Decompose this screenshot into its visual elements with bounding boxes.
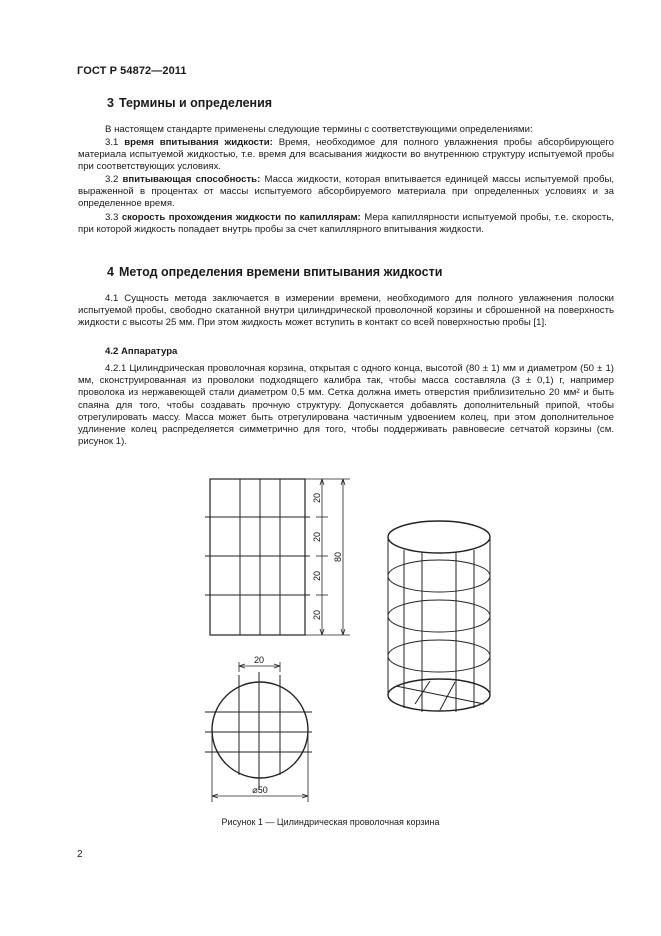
dim-label-segment-4: 20 xyxy=(312,609,322,621)
front-view-outline xyxy=(210,479,305,635)
term-3-3-name: скорость прохождения жидкости по капиллярам: xyxy=(121,212,361,223)
term-3-1-number: 3.1 xyxy=(105,137,119,148)
top-view-grid xyxy=(205,672,312,790)
term-3-3-number: 3.3 xyxy=(105,212,119,223)
dim-label-diameter: ⌀50 xyxy=(252,785,268,795)
section-3-intro: В настоящем стандарте применены следующие термины с соответствующими определениями: xyxy=(105,124,533,135)
term-3-3-definition: Мера капиллярности испытуемой пробы, т.е. скорость, при которой жидкость попадает внутрь пробы за счет капиллярного впитывания жидкости. xyxy=(78,212,614,236)
figure-caption: Рисунок 1 — Цилиндрическая проволочная корзина xyxy=(221,817,440,827)
paragraph-4-2-1: 4.2.1 Цилиндрическая проволочная корзина, открытая с одного конца, высотой (80 ± 1) мм и диаметром (50 ± 1) мм, сконструированная из проволоки подходящего калибра так, чтобы масса составляла (3 ± 0,1) г, например проволока из нержавеющей стали диаметром 0,5 мм. Сетка должна иметь отверстия приблизительно 20 мм² и быть спаяна для того, чтобы создавать прочную структуру. Допускается добавлять дополнительный припой, чтобы отрегулировать массу. Масса может быть отрегулирована частичным удвоением колец, при этом дополнительное удлинение колец распределяется симметрично для того, чтобы поддерживать равновесие сетчатой корзины (см. рисунок 1). xyxy=(78,363,614,448)
term-3-2-name: впитывающая способность: xyxy=(122,174,261,185)
dim-label-segment-2: 20 xyxy=(312,531,322,543)
front-view-vertical-wires xyxy=(240,479,280,635)
section-3-number: 3 xyxy=(107,96,114,110)
term-3-1-definition: Время, необходимое для полного увлажнения пробы абсорбирующего материала испытуемой жидкостью, т.е. время для всасывания жидкости во внутреннюю структуру испытуемой пробы при соответствующих условиях. xyxy=(78,137,615,173)
term-3-2-number: 3.2 xyxy=(105,174,119,185)
term-3-1-name: время впитывания жидкости: xyxy=(124,137,273,148)
term-3-2-definition: Масса жидкости, которая впитывается единицей массы испытуемой пробы, выраженной в процентах от массы испытуемого абсорбируемого материала при определенных условиях и за определенное время. xyxy=(78,174,615,210)
section-4-number: 4 xyxy=(107,265,114,279)
section-3-title: Термины и определения xyxy=(118,96,273,110)
cylinder-basket xyxy=(388,521,490,712)
subsection-4-2-heading: 4.2 Аппаратура xyxy=(105,346,178,357)
document-header: ГОСТ Р 54872—2011 xyxy=(77,65,187,77)
dim-label-segment-1: 20 xyxy=(312,492,322,504)
front-view-horizontal-wires xyxy=(205,517,310,595)
paragraph-4-1: 4.1 Сущность метода заключается в измерении времени, необходимого для полного увлажнения полоски испытуемой пробы, свободно скатанной внутри цилиндрической проволочной корзины и сброшенной на поверхность жидкости с высоты 25 мм. При этом жидкость может вступить в контакт со всей поверхностью пробы [1]. xyxy=(78,293,614,329)
top-view-circle xyxy=(212,682,308,778)
page-number: 2 xyxy=(77,849,83,860)
section-4-title: Метод определения времени впитывания жидкости xyxy=(118,265,443,279)
dim-label-segment-3: 20 xyxy=(312,570,322,582)
dim-label-top-width: 20 xyxy=(253,655,265,665)
dim-label-total-height: 80 xyxy=(333,551,343,563)
